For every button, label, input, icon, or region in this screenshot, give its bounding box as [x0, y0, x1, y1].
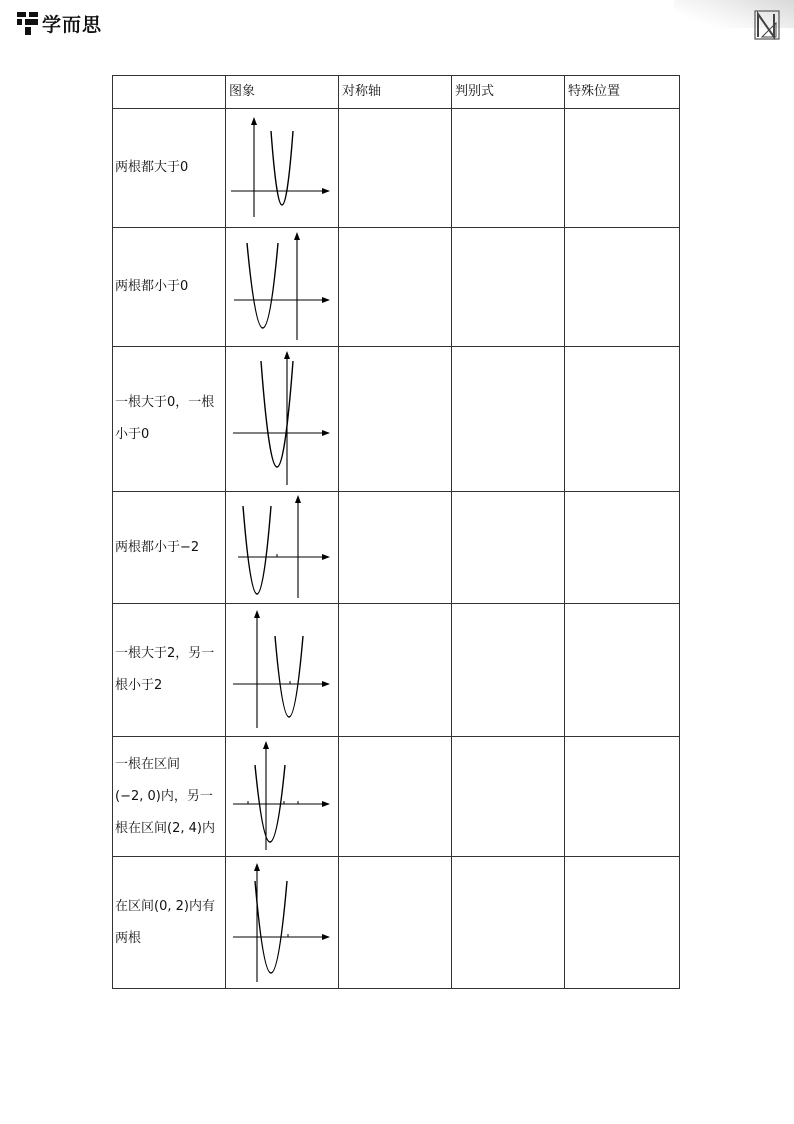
header-cell-special: 特殊位置 — [565, 76, 680, 109]
table-row — [113, 604, 680, 737]
table-row — [113, 228, 680, 347]
special-cell — [565, 347, 680, 492]
parabola-figure — [226, 347, 339, 491]
table-row — [113, 109, 680, 228]
condition-cell: 一根大于2，另一 根小于2 — [113, 604, 226, 737]
graph-cell — [226, 492, 339, 604]
special-cell — [565, 492, 680, 604]
condition-cell: 两根都小于0 — [113, 228, 226, 347]
discriminant-cell — [452, 737, 565, 857]
axis-cell — [339, 737, 452, 857]
special-cell — [565, 228, 680, 347]
parabola-figure — [226, 492, 339, 603]
table-row — [113, 857, 680, 989]
table-row — [113, 492, 680, 604]
condition-cell: 在区间(0, 2)内有 两根 — [113, 857, 226, 989]
parabola-figure — [226, 109, 339, 227]
graph-cell — [226, 109, 339, 228]
discriminant-cell — [452, 347, 565, 492]
condition-cell: 两根都大于0 — [113, 109, 226, 228]
axis-cell — [339, 604, 452, 737]
table-row — [113, 347, 680, 492]
brand-logo — [16, 8, 102, 38]
graph-cell — [226, 737, 339, 857]
header-cell-graph: 图象 — [226, 76, 339, 109]
header-cell-discriminant: 判别式 — [452, 76, 565, 109]
condition-cell: 一根在区间 (−2, 0)内，另一 根在区间(2, 4)内 — [113, 737, 226, 857]
special-cell — [565, 857, 680, 989]
parabola-figure — [226, 857, 339, 988]
graph-cell — [226, 857, 339, 989]
table-header-row — [113, 76, 680, 109]
parabola-figure — [226, 228, 339, 346]
brand-name: 学而思 — [42, 13, 103, 36]
discriminant-cell — [452, 109, 565, 228]
quadratic-roots-table — [112, 75, 680, 989]
discriminant-cell — [452, 857, 565, 989]
header-cell-axis: 对称轴 — [339, 76, 452, 109]
axis-cell — [339, 109, 452, 228]
special-cell — [565, 109, 680, 228]
graph-cell — [226, 228, 339, 347]
graph-cell — [226, 347, 339, 492]
brand-mark-icon — [16, 10, 40, 36]
axis-cell — [339, 228, 452, 347]
discriminant-cell — [452, 604, 565, 737]
special-cell — [565, 604, 680, 737]
condition-cell: 两根都小于−2 — [113, 492, 226, 604]
axis-cell — [339, 857, 452, 989]
condition-cell: 一根大于0，一根 小于0 — [113, 347, 226, 492]
parabola-figure — [226, 737, 339, 856]
parabola-figure — [226, 604, 339, 736]
discriminant-cell — [452, 228, 565, 347]
header-cell-blank — [113, 76, 226, 109]
discriminant-cell — [452, 492, 565, 604]
axis-cell — [339, 347, 452, 492]
special-cell — [565, 737, 680, 857]
table-row — [113, 737, 680, 857]
graph-cell — [226, 604, 339, 737]
axis-cell — [339, 492, 452, 604]
corner-logo-icon — [754, 10, 780, 40]
